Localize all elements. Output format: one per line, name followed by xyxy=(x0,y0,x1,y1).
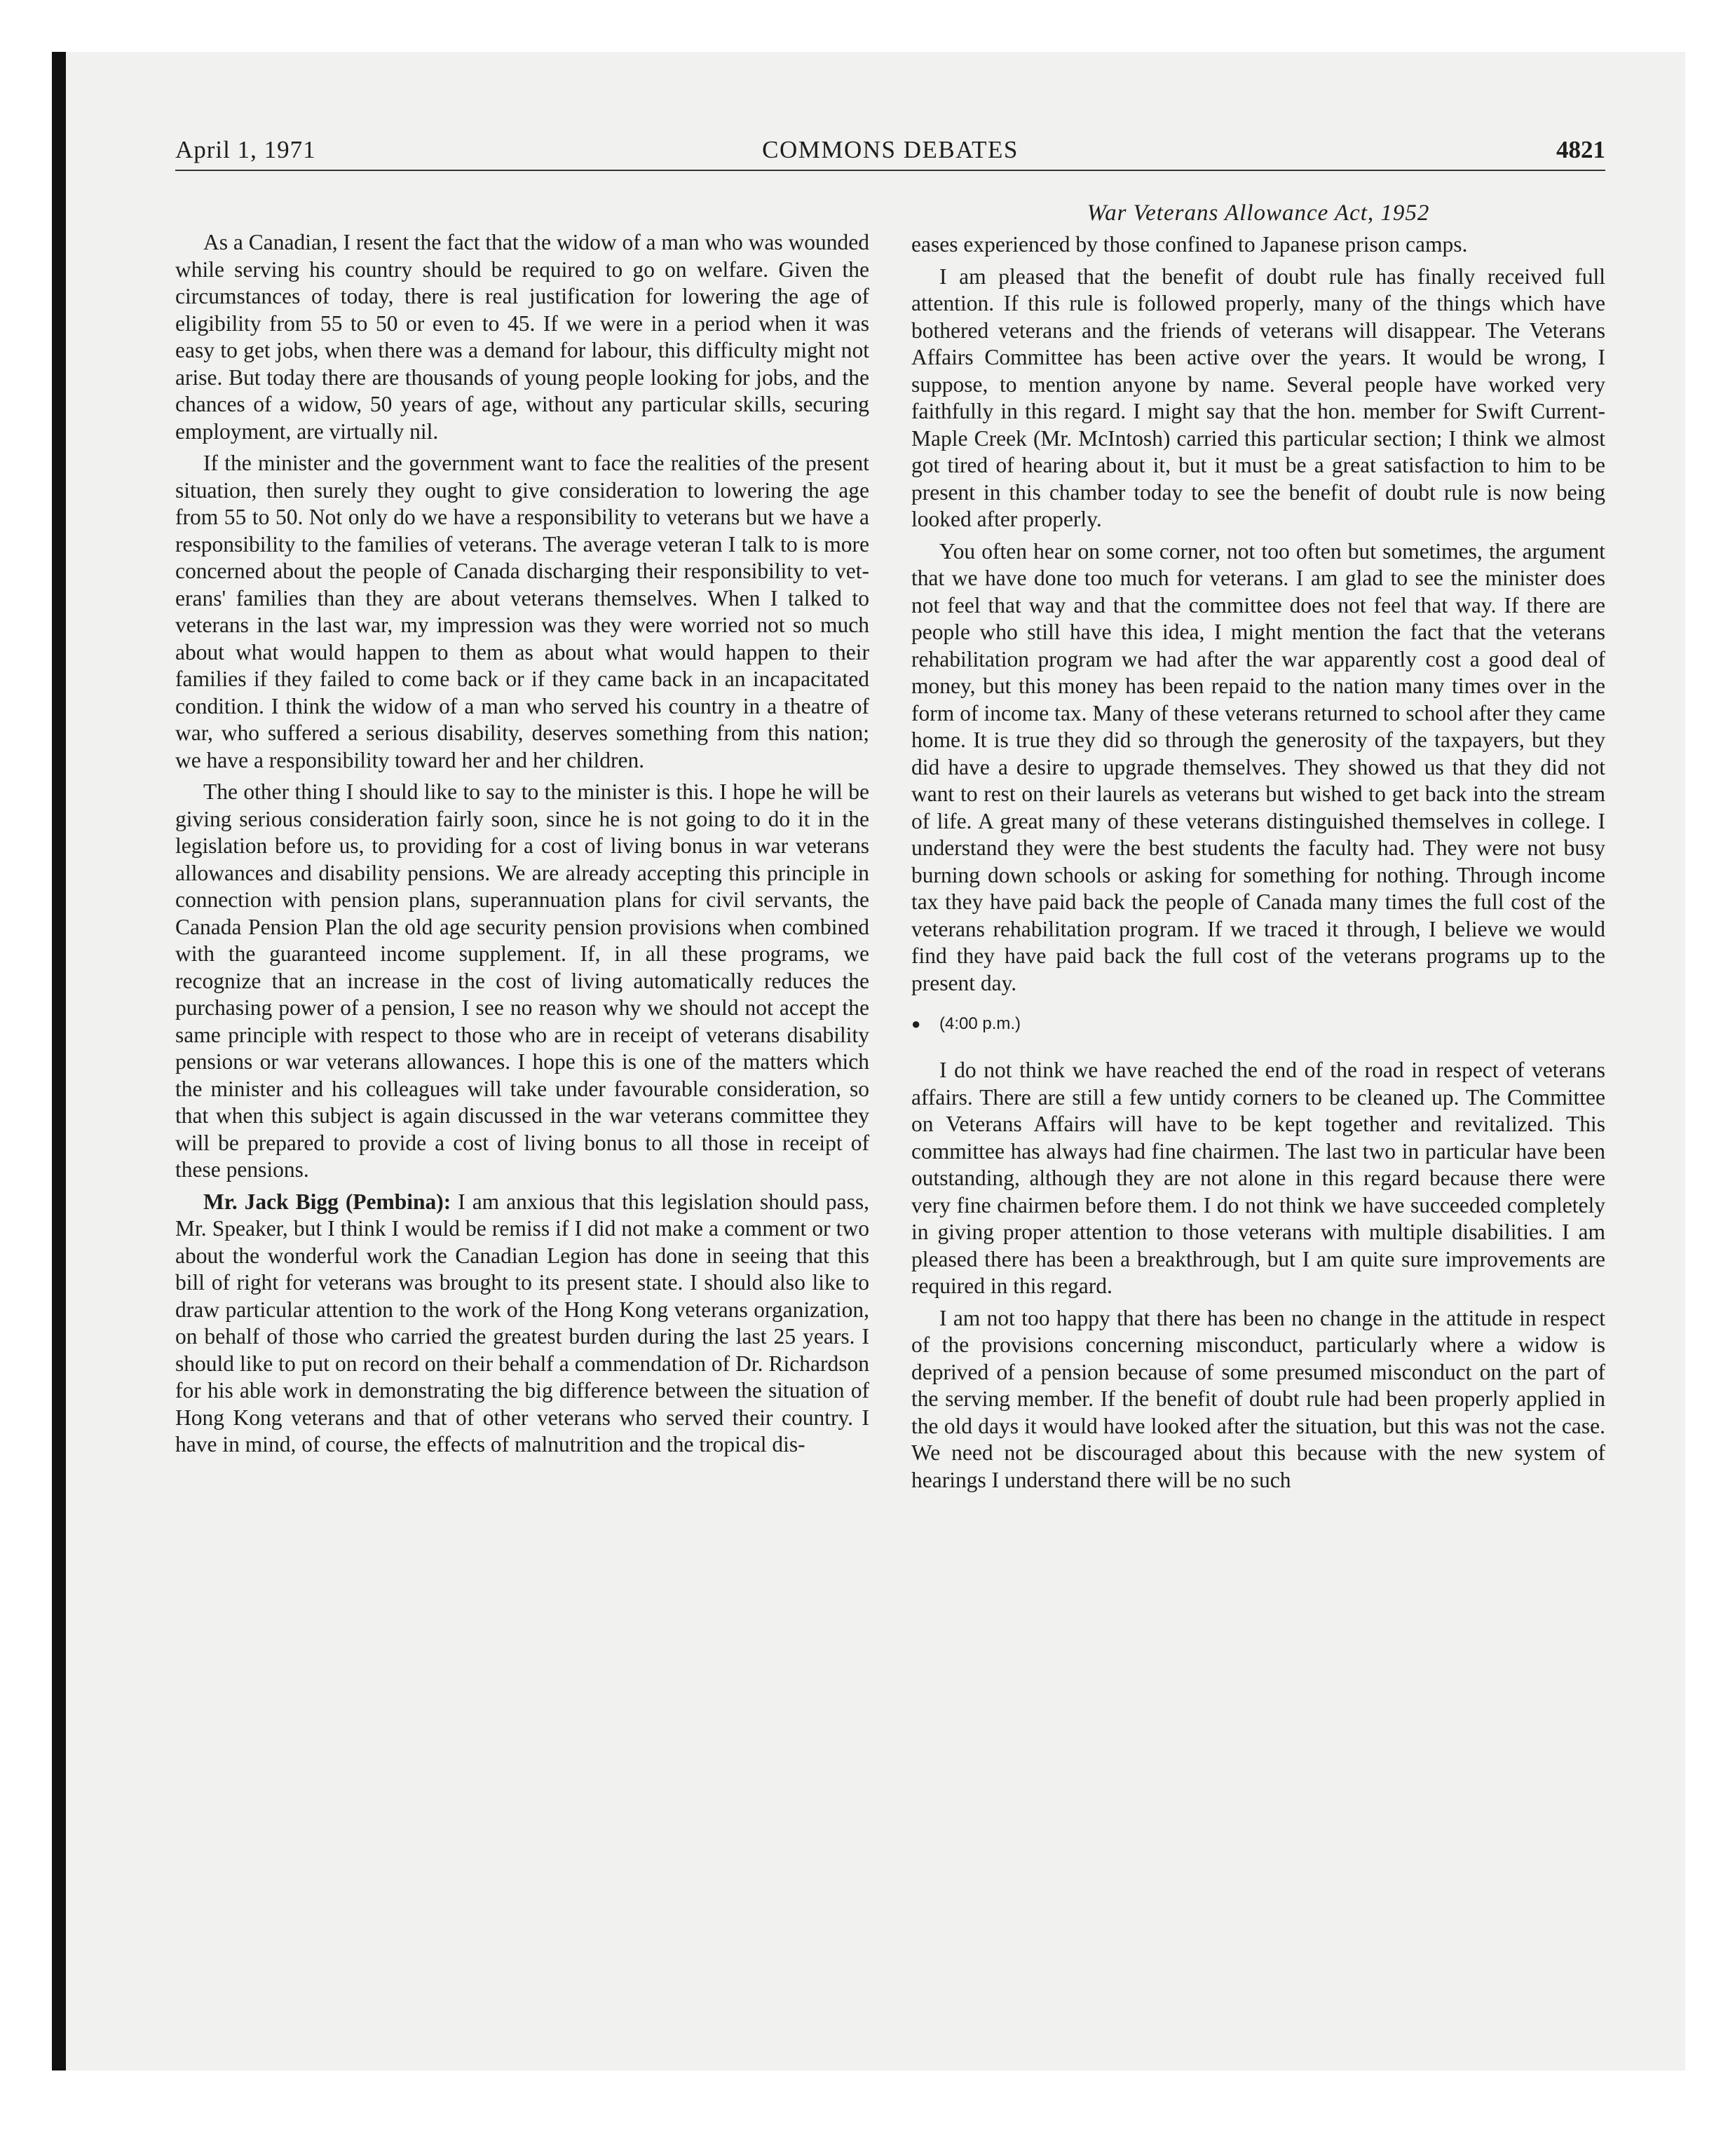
hansard-page xyxy=(175,133,1605,1885)
header-page-number: 4821 xyxy=(1556,136,1605,163)
continued-paragraph: eases experienced by those confined to Japanese prison camps. xyxy=(911,232,1468,257)
paragraph: I do not think we have reached the end of the road in respect of veterans affairs. There are still a few untidy corners to be cleaned up. The Committee on Veterans Affairs will have to be kept together and revitalized. This committee has always had fine chairmen. The last two in particular have been outstanding, although they are not alone in this regard because there were very fine chairmen before them. I do not think we have succeeded completely in giving proper attention to those veterans with multiple disabilities. I am pleased there has been a breakthrough, but I am quite sure improvements are required in this regard. xyxy=(911,1058,1605,1298)
paragraph: I am pleased that the benefit of doubt rule has finally received full attention. If this rule is followed properly, many of the things which have bothered veterans and the friends of veterans will disappear. The Veterans Affairs Committee has been active over the years. It would be wrong, I suppose, to mention anyone by name. Several people have worked very faithfully in this regard. I might say that the hon. member for Swift Current-Maple Creek (Mr. McIntosh) carried this particular section; I think we almost got tired of hearing about it, but it must be a great satisfaction to him to be present in this chamber today to see the benefit of doubt rule is now being looked after properly. xyxy=(911,264,1605,531)
paragraph: I am not too happy that there has been no change in the attitude in respect of the provisions concerning misconduct, particularly where a widow is deprived of a pension because of some presumed misconduct on the part of the serving member. If the benefit of doubt rule had been properly applied in the old days it would have looked after the situation, but this was not the case. We need not be discouraged about this because with the new system of hearings I understand there will be no such xyxy=(911,1305,1605,1492)
running-head xyxy=(175,133,1605,171)
speech-text: I am anxious that this legislation should pass, Mr. Speaker, but I think I would be remiss if I did not make a comment or two about the wonderful work the Canadian Legion has done in seeing that this bill of right for veterans was brought to its present state. I should also like to draw particular attention to the work of the Hong Kong veterans organization, on behalf of those who carried the greatest burden during the last 25 years. I should like to put on record on their behalf a commendation of Dr. Richardson for his able work in demonstrating the big difference between the situation of Hong Kong veterans and that of other veterans who served their country. I have in mind, of course, the effects of malnutrition and the tropical dis- xyxy=(175,1189,869,1456)
section-title: War Veterans Allowance Act, 1952 xyxy=(1087,200,1430,226)
right-column xyxy=(911,231,1605,1499)
paragraph: You often hear on some corner, not too often but sometimes, the argument that we have done too much for veterans. I am glad to see the minister does not feel that way and that the committee does not feel that way. If there are people who still have this idea, I might mention the fact that the veterans rehabilitation program we had after the war apparently cost a good deal of money, but this money has been repaid to the nation many times over in the form of income tax. Many of these veterans returned to school after they came home. It is true they did so through the generosity of the taxpayers, but they did have a desire to upgrade themselves. They showed us that they did not want to rest on their laurels as veterans but wished to get back into the stream of life. A great many of these veterans distinguished themselves in college. I understand they were the best students the faculty had. They were not busy burning down schools or asking for something for nothing. Through income tax they have paid back the people of Canada many times the full cost of the veterans rehabilitation program. If we traced it through, I believe we would find they have paid back the full cost of the veterans programs up to the present day. xyxy=(911,538,1605,995)
bullet-icon: ● xyxy=(911,1015,921,1032)
header-publication: COMMONS DEBATES xyxy=(762,136,1019,163)
speaker-paragraph xyxy=(175,1189,869,1459)
time-marker-text: (4:00 p.m.) xyxy=(939,1014,1021,1033)
header-date: April 1, 1971 xyxy=(175,136,316,163)
paragraph: If the minister and the government want to face the realities of the present situation, then surely they ought to give consideration to lowering the age from 55 to 50. Not only do we have a responsibility to veterans but we have a responsibility to the families of veterans. The average veteran I talk to is more concerned about the people of Canada discharging their responsibility to veterans' families than they are about veterans themselves. When I talked to veterans in the last war, my impression was they were worried not so much about what would happen to them as about what would happen to their families if they failed to come back or if they came back in an incapacitated condition. I think the widow of a man who served his country in a theatre of war, who suffered a serious disability, deserves something from this nation; we have a responsibility toward her and her children. xyxy=(175,451,869,772)
paragraph: The other thing I should like to say to the minister is this. I hope he will be giving serious consideration fairly soon, since he is not going to do it in the legislation before us, to providing for a cost of living bonus in war veterans allowances and disability pensions. We are already accepting this principle in connection with pension plans, superannuation plans for civil servants, the Canada Pension Plan the old age security pension provisions when combined with the guaranteed income supplement. If, in all these programs, we recognize that an increase in the cost of living automatically reduces the purchasing power of a pension, I see no reason why we should not accept the same principle with respect to those who are in receipt of veterans disability pensions or war veterans allowances. I hope this is one of the matters which the minister and his colleagues will take under favourable consideration, so that when this subject is again discussed in the war veterans committee they will be prepared to provide a cost of living bonus to all those in receipt of these pensions. xyxy=(175,779,869,1182)
scan-binding-edge xyxy=(52,52,66,2070)
speaker-name: Mr. Jack Bigg (Pembina): xyxy=(203,1189,451,1214)
paragraph: As a Canadian, I resent the fact that the widow of a man who was wounded while serving his country should be required to go on welfare. Given the circumstances of today, there is real justification for lowering the age of eligibility from 55 to 50 or even to 45. If we were in a period when it was easy to get jobs, when there was a demand for labour, this difficulty might not arise. But today there are thousands of young people looking for jobs, and the chances of a widow, 50 years of age, without any particular skills, securing employment, are virtually nil. xyxy=(175,230,869,444)
left-column xyxy=(175,229,869,1464)
time-marker xyxy=(911,1012,1605,1036)
